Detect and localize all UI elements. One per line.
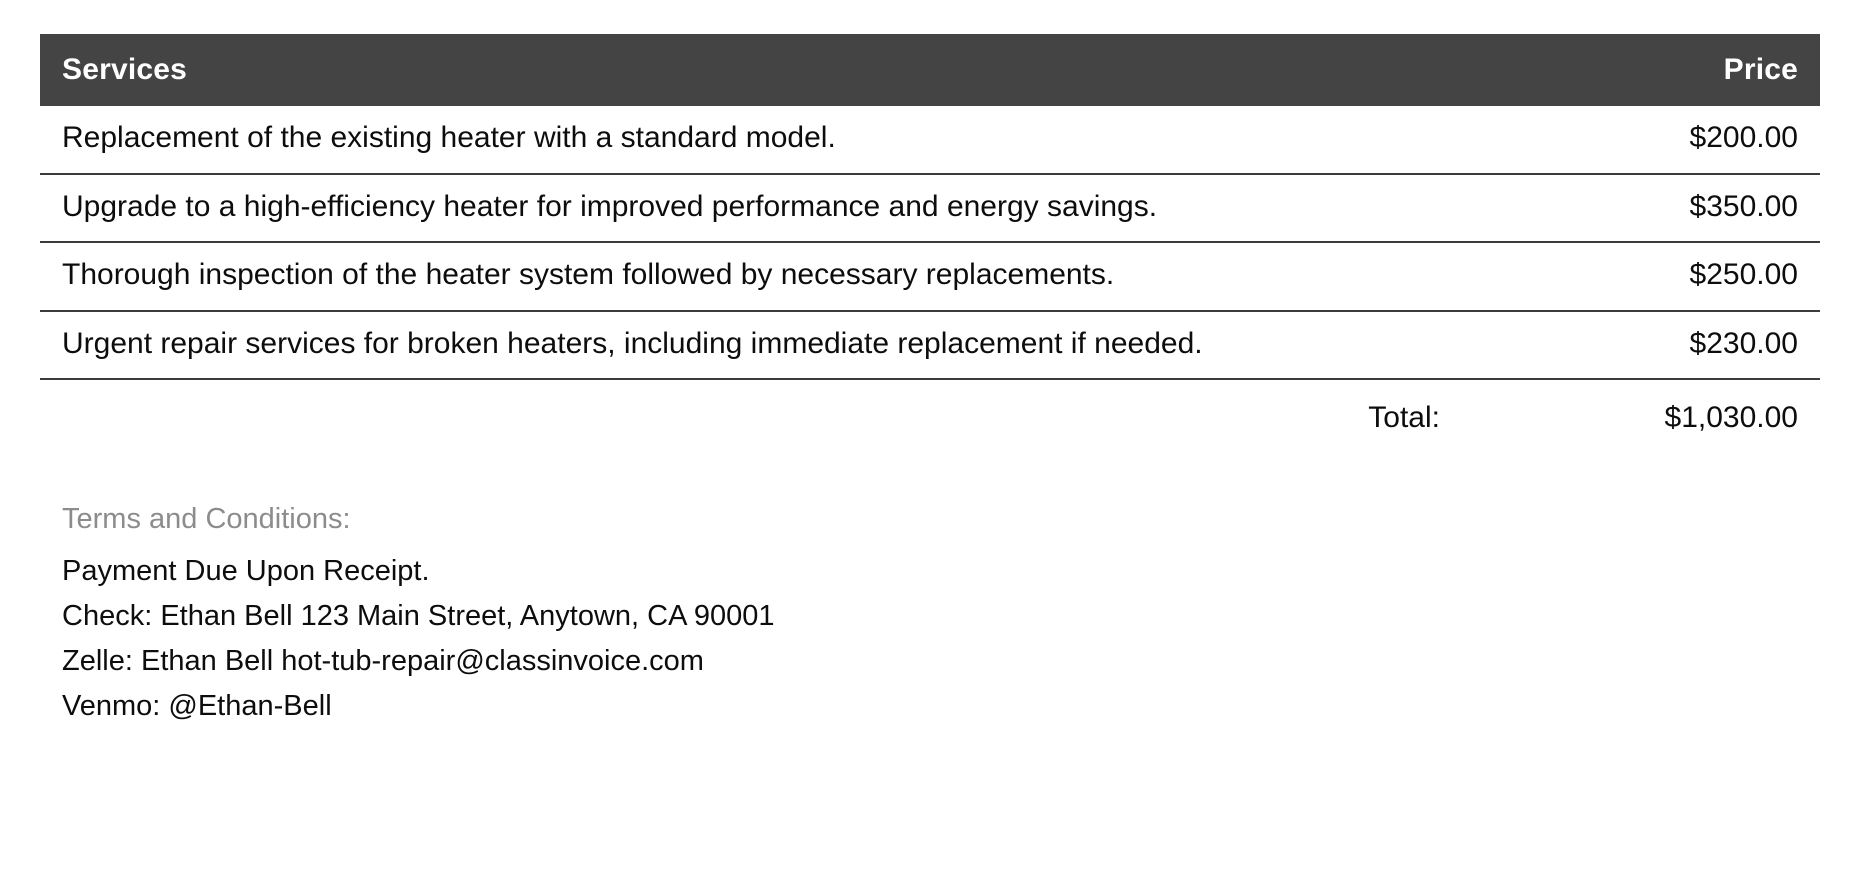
service-description: Thorough inspection of the heater system followed by necessary replacements. — [40, 242, 1450, 311]
terms-line-check: Check: Ethan Bell 123 Main Street, Anytown, CA 90001 — [62, 599, 775, 632]
column-header-services: Services — [40, 34, 1450, 106]
service-description: Replacement of the existing heater with a standard model. — [40, 106, 1450, 174]
service-price: $200.00 — [1450, 106, 1820, 174]
service-price: $230.00 — [1450, 311, 1820, 380]
services-price-table — [40, 34, 1820, 453]
table-row — [40, 106, 1820, 174]
table-row — [40, 242, 1820, 311]
service-price: $250.00 — [1450, 242, 1820, 311]
service-price: $350.00 — [1450, 174, 1820, 243]
terms-line-zelle: Zelle: Ethan Bell hot-tub-repair@classinvoice.com — [62, 644, 704, 677]
table-row — [40, 311, 1820, 380]
service-description: Urgent repair services for broken heaters, including immediate replacement if needed. — [40, 311, 1450, 380]
total-label: Total: — [1368, 401, 1440, 435]
service-description: Upgrade to a high-efficiency heater for improved performance and energy savings. — [40, 174, 1450, 243]
terms-heading: Terms and Conditions: — [62, 502, 351, 535]
column-header-price: Price — [1450, 34, 1820, 106]
table-row — [40, 174, 1820, 243]
terms-line-venmo: Venmo: @Ethan-Bell — [62, 689, 332, 722]
table-total-row — [40, 379, 1820, 453]
table-body — [40, 106, 1820, 453]
terms-and-conditions-section — [40, 503, 1828, 729]
terms-line-payment: Payment Due Upon Receipt. — [62, 554, 430, 587]
table-header — [40, 34, 1820, 106]
table-header-row — [40, 34, 1820, 106]
total-value: $1,030.00 — [1664, 401, 1798, 435]
